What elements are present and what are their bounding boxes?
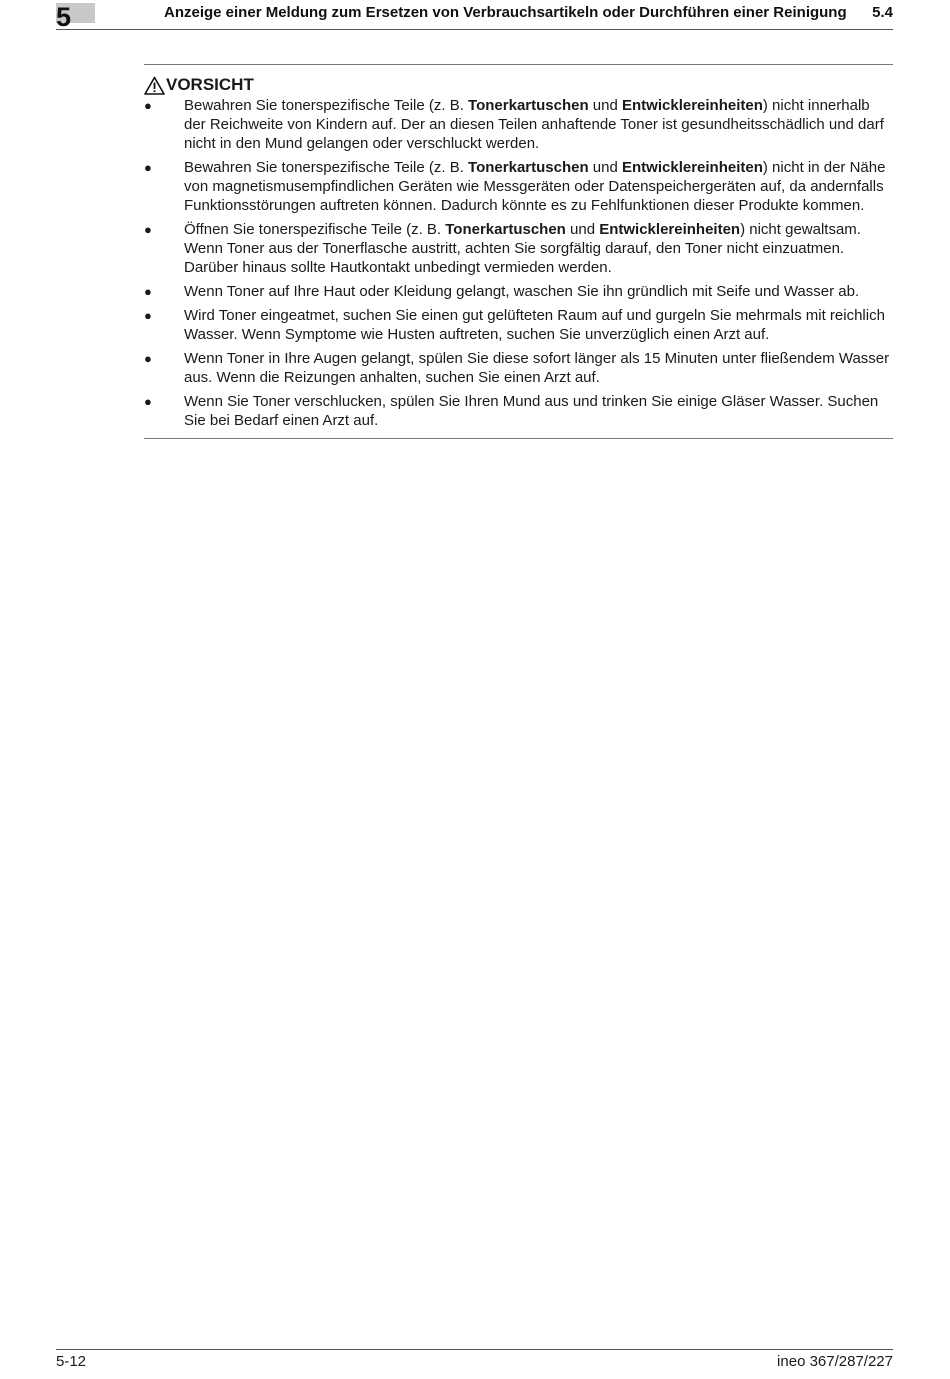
bullet: ● — [144, 351, 152, 366]
list-item — [144, 349, 893, 387]
item-text: und — [565, 221, 600, 238]
item-text: ) nicht gewaltsam. Wenn Toner aus der Tonerflasche austritt, achten Sie sorgfältig darauf, den Toner nicht einzuatmen. Darüber hinaus sollte Hautkontakt unbedingt vermieden werden. — [184, 221, 861, 276]
header-rule — [56, 29, 893, 30]
bullet: ● — [144, 222, 152, 237]
list-item — [144, 96, 893, 153]
item-text: und — [588, 159, 623, 176]
warning-triangle-icon — [144, 76, 165, 95]
bullet: ● — [144, 160, 152, 175]
page-number: 5-12 — [56, 1353, 87, 1370]
item-text: ) nicht in der Nähe von magnetismusempfindlichen Geräten wie Messgeräten oder Datenspeichergeräten auf, da andernfalls Funktionsstörungen auftreten können. Dadurch könnte es zu Fehlfunktionen dieser Produkte kommen. — [184, 159, 886, 214]
bullet: ● — [144, 308, 152, 323]
term-developer-units: Entwicklereinheiten — [622, 97, 763, 114]
term-developer-units: Entwicklereinheiten — [599, 221, 741, 238]
item-text: Wenn Sie Toner verschlucken, spülen Sie Ihren Mund aus und trinken Sie einige Gläser Wasser. Suchen Sie bei Bedarf einen Arzt auf. — [184, 393, 879, 429]
header-title: Anzeige einer Meldung zum Ersetzen von Verbrauchsartikeln oder Durchführen einer Reinigung — [164, 4, 847, 21]
list-item — [144, 392, 893, 430]
item-text: ) nicht innerhalb der Reichweite von Kindern auf. Der an diesen Teilen anhaftende Toner ist gesundheitsschädlich und darf nicht in den Mund gelangen oder verschluckt werden. — [184, 97, 884, 152]
item-text: Bewahren Sie tonerspezifische Teile (z. B. — [184, 97, 469, 114]
footer-rule — [56, 1349, 893, 1350]
list-item — [144, 282, 893, 301]
term-toner-cartridges: Tonerkartuschen — [445, 221, 566, 238]
item-text: Wird Toner eingeatmet, suchen Sie einen gut gelüfteten Raum auf und gurgeln Sie mehrmals mit reichlich Wasser. Wenn Symptome wie Husten auftreten, suchen Sie unverzüglich einen Arzt auf. — [184, 307, 885, 343]
section-number: 5.4 — [872, 4, 893, 21]
item-text: Wenn Toner auf Ihre Haut oder Kleidung gelangt, waschen Sie ihn gründlich mit Seife und Wasser ab. — [184, 283, 860, 300]
term-toner-cartridges: Tonerkartuschen — [468, 97, 589, 114]
bullet: ● — [144, 284, 152, 299]
list-item — [144, 220, 893, 277]
item-text: und — [588, 97, 623, 114]
term-developer-units: Entwicklereinheiten — [622, 159, 763, 176]
caution-block — [144, 64, 893, 439]
caution-heading-text: VORSICHT — [166, 75, 254, 94]
list-item — [144, 158, 893, 215]
caution-heading — [144, 75, 893, 95]
bullet: ● — [144, 394, 152, 409]
list-item — [144, 306, 893, 344]
caution-list — [144, 96, 893, 430]
bullet: ● — [144, 98, 152, 113]
item-text: Öffnen Sie tonerspezifische Teile (z. B. — [184, 221, 446, 238]
chapter-number: 5 — [56, 2, 72, 32]
term-toner-cartridges: Tonerkartuschen — [468, 159, 589, 176]
item-text: Wenn Toner in Ihre Augen gelangt, spülen Sie diese sofort länger als 15 Minuten unter fließendem Wasser aus. Wenn die Reizungen anhalten, suchen Sie einen Arzt auf. — [184, 350, 890, 386]
item-text: Bewahren Sie tonerspezifische Teile (z. B. — [184, 159, 469, 176]
product-name: ineo 367/287/227 — [777, 1353, 893, 1370]
